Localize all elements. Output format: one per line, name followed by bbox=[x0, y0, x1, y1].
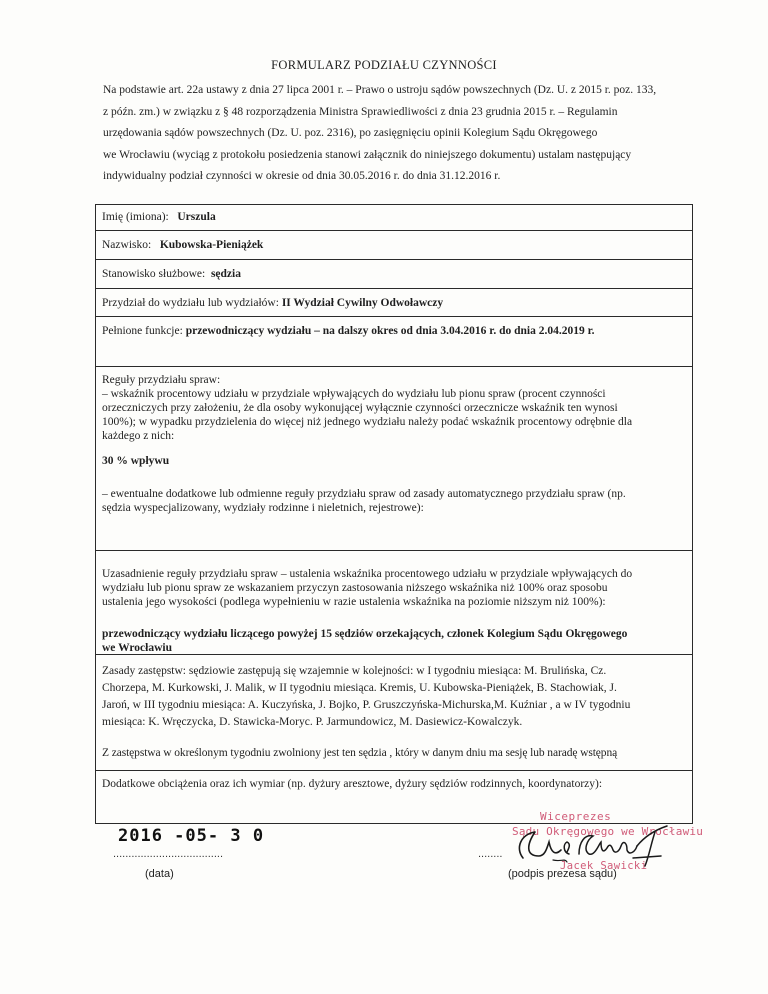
handwritten-signature-icon bbox=[505, 822, 675, 872]
stamp-title: Wiceprezes bbox=[540, 810, 612, 823]
last-name-row bbox=[96, 231, 692, 260]
last-name-label: Nazwisko: bbox=[102, 239, 152, 251]
intro-line: indywidualny podział czynności w okresie od dnia 30.05.2016 r. do dnia 31.12.2016 r. bbox=[103, 170, 501, 182]
intro-line: Na podstawie art. 22a ustawy z dnia 27 lipca 2001 r. – Prawo o ustroju sądów powszechnych (Dz. U. z 2015 r. poz. 133, bbox=[103, 84, 657, 96]
position-row bbox=[96, 260, 692, 289]
rules-line: – wskaźnik procentowy udziału w przydziale wpływających do wydziału lub pionu spraw (procent czynności bbox=[102, 388, 606, 400]
justification-value-line: we Wrocławiu bbox=[102, 642, 172, 654]
date-dotted-line: .................................... bbox=[113, 848, 224, 860]
functions-row bbox=[96, 317, 692, 367]
substitution-note: Z zastępstwa w określonym tygodniu zwolniony jest ten sędzia , który w danym dniu ma sesję lub naradę wstępną bbox=[102, 747, 618, 759]
rules-row bbox=[96, 367, 692, 551]
first-name-label: Imię (imiona): bbox=[102, 211, 169, 223]
functions-label: Pełnione funkcje: bbox=[102, 325, 183, 337]
department-row bbox=[96, 289, 692, 317]
page-title: FORMULARZ PODZIAŁU CZYNNOŚCI bbox=[271, 58, 497, 72]
signature-dotted-line: ........ bbox=[478, 848, 503, 860]
justification-line: wydziału lub pionu spraw ze wskazaniem przyczyn zastosowania niższego wskaźnika niż 100% oraz sposobu bbox=[102, 582, 608, 594]
substitution-row bbox=[96, 655, 692, 771]
substitution-line: Chorzepa, M. Kurkowski, J. Malik, w II tygodniu miesiąca. Kremis, U. Kubowska-Pieniążek, B. Stachowiak, J. bbox=[102, 682, 617, 694]
last-name-value: Kubowska-Pieniążek bbox=[159, 239, 264, 251]
intro-line: z późn. zm.) w związku z § 48 rozporządzenia Ministra Sprawiedliwości z dnia 23 grudnia 2015 r. – Regulamin bbox=[103, 105, 618, 118]
substitution-line: Zasady zastępstw: sędziowie zastępują się wzajemnie w kolejności: w I tygodniu miesiąca: M. Brulińska, Cz. bbox=[102, 665, 607, 677]
rules-line: każdego z nich: bbox=[102, 430, 175, 442]
justification-line: ustalenia jego wysokości (podlega wypełnieniu w razie ustalenia wskaźnika na poziomie niższym niż 100%): bbox=[102, 596, 606, 608]
justification-value-line: przewodniczący wydziału liczącego powyżej 15 sędziów orzekających, członek Kolegium Sądu Okręgowego bbox=[102, 628, 628, 640]
intro-line: urzędowania sądów powszechnych (Dz. U. poz. 2316), po zasięgnięciu opinii Kolegium Sądu Okręgowego bbox=[103, 127, 598, 139]
rules-value: 30 % wpływu bbox=[102, 455, 170, 467]
department-label: Przydział do wydziału lub wydziałów: bbox=[102, 297, 279, 309]
substitution-line: Jaroń, w III tygodniu miesiąca: A. Kuczyńska, J. Bojko, P. Gruszczyńska-Michurska,M. Kuźniar , a w IV tygodniu bbox=[102, 699, 631, 711]
additional-rules-line: – ewentualne dodatkowe lub odmienne reguły przydziału spraw od zasady automatycznego przydziału spraw (np. bbox=[102, 488, 626, 500]
rules-line: orzeczniczych przy założeniu, że dla osoby wykonującej wyłącznie czynności orzecznicze wskaźnik ten wynosi bbox=[102, 402, 618, 414]
position-value: sędzia bbox=[210, 268, 241, 280]
first-name-row bbox=[96, 205, 692, 231]
justification-row bbox=[96, 551, 692, 655]
position-label: Stanowisko służbowe: bbox=[102, 268, 206, 280]
functions-value: przewodniczący wydziału – na dalszy okres od dnia 3.04.2016 r. do dnia 2.04.2019 r. bbox=[185, 325, 595, 337]
intro-line: we Wrocławiu (wyciąg z protokołu posiedzenia stanowi załącznik do niniejszego dokumentu) ustalam następujący bbox=[103, 148, 632, 161]
rules-line: Reguły przydziału spraw: bbox=[102, 374, 221, 386]
extra-duties-row bbox=[96, 771, 692, 825]
substitution-line: miesiąca: K. Wręczycka, D. Stawicka-Moryc. P. Jarmundowicz, M. Dasiewicz-Kowalczyk. bbox=[102, 716, 523, 728]
stamp-name: Jacek Sawicki bbox=[560, 860, 648, 872]
stamp-court: Sądu Okręgowego we Wrocławiu bbox=[512, 825, 704, 838]
additional-rules-line: sędzia wyspecjalizowany, wydziały rodzinne i nieletnich, rejestrowe): bbox=[102, 502, 424, 514]
department-value: II Wydział Cywilny Odwoławczy bbox=[281, 297, 444, 309]
rules-line: 100%); w wypadku przydzielenia do więcej niż jednego wydziału należy podać wskaźnik procentowy odrębnie dla bbox=[102, 416, 633, 428]
extra-duties-label: Dodatkowe obciążenia oraz ich wymiar (np. dyżury aresztowe, dyżury sędziów rodzinnych, koordynatorzy): bbox=[102, 778, 603, 790]
first-name-value: Urszula bbox=[177, 211, 216, 223]
date-stamp: 2016 -05- 3 0 bbox=[118, 826, 265, 846]
justification-line: Uzasadnienie reguły przydziału spraw – ustalenia wskaźnika procentowego udziału w przydziale wpływających do bbox=[102, 568, 633, 580]
allocation-form bbox=[95, 204, 693, 824]
intro-paragraph bbox=[103, 80, 683, 188]
date-caption: (data) bbox=[145, 868, 174, 880]
signature-caption: (podpis prezesa sądu) bbox=[508, 868, 617, 880]
